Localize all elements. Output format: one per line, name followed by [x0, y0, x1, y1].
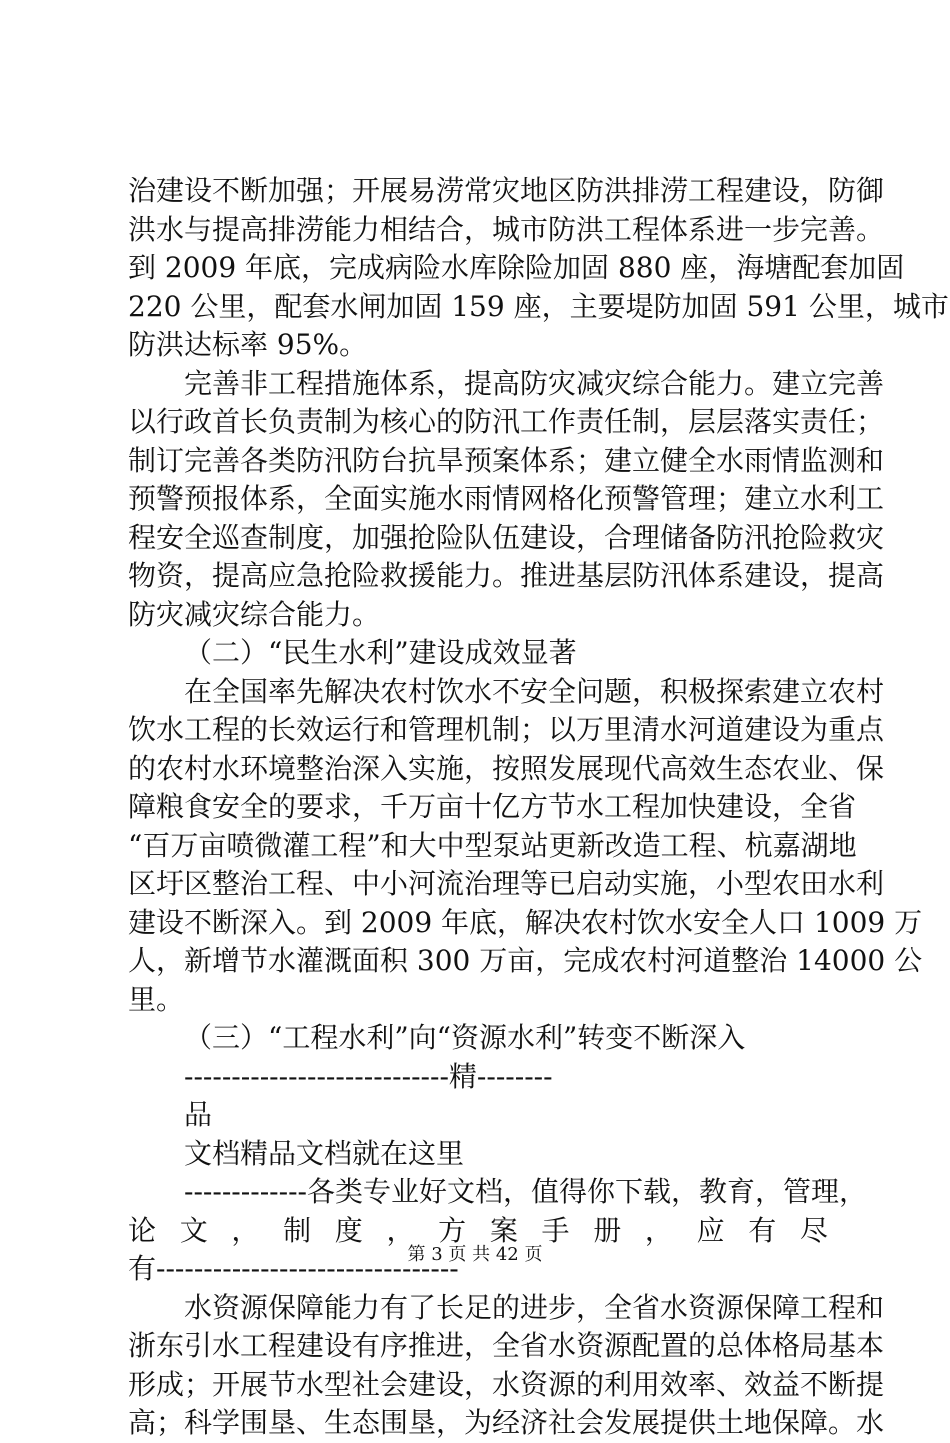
text-line: 洪水与提高排涝能力相结合，城市防洪工程体系进一步完善。	[128, 212, 885, 246]
text-line: 的农村水环境整治深入实施，按照发展现代高效生态农业、保	[128, 751, 885, 785]
text-line: 物资，提高应急抢险救援能力。推进基层防汛体系建设，提高	[128, 559, 885, 592]
text-line: 防灾减灾综合能力。	[128, 597, 381, 631]
text-line: “百万亩喷微灌工程”和大中型泵站更新改造工程、杭嘉湖地	[128, 828, 857, 862]
text-line: 预警预报体系，全面实施水雨情网格化预警管理；建立水利工	[128, 482, 885, 515]
spread-char: 文	[179, 1213, 208, 1247]
spread-char: 尽	[799, 1213, 828, 1247]
section-heading: （三）“工程水利”向“资源水利”转变不断深入	[184, 1021, 746, 1054]
watermark-text: -------------各类专业好文档，值得你下载，教育，管理，	[184, 1175, 867, 1208]
watermark-dash-line: ----------------------------精--------	[184, 1059, 553, 1093]
text-line: 高；科学围垦、生态围垦，为经济社会发展提供土地保障。水	[128, 1406, 885, 1439]
watermark-text: 文档精品文档就在这里	[184, 1136, 465, 1170]
paragraph-start-line: 水资源保障能力有了长足的进步，全省水资源保障工程和	[184, 1290, 885, 1324]
watermark-dash-line: 有--------------------------------	[128, 1252, 459, 1285]
spread-char: 有	[748, 1213, 777, 1247]
paragraph-start-line: 在全国率先解决农村饮水不安全问题，积极探索建立农村	[184, 674, 885, 708]
text-line: 防洪达标率 95%。	[128, 328, 368, 361]
text-line: 浙东引水工程建设有序推进，全省水资源配置的总体格局基本	[128, 1329, 885, 1362]
spread-char: 制	[283, 1213, 312, 1247]
text-line: 治建设不断加强；开展易涝常灾地区防洪排涝工程建设，防御	[128, 174, 885, 207]
text-line: 障粮食安全的要求，千万亩十亿方节水工程加快建设，全省	[128, 790, 857, 823]
spread-char: ，	[644, 1213, 673, 1247]
spread-char: 手	[541, 1213, 570, 1247]
watermark-text: 品	[184, 1098, 213, 1131]
spread-char: 方	[438, 1213, 467, 1247]
spread-char: 应	[696, 1213, 725, 1247]
spread-char: 册	[593, 1213, 622, 1247]
text-line: 人，新增节水灌溉面积 300 万亩，完成农村河道整治 14000 公	[128, 944, 923, 977]
section-heading: （二）“民生水利”建设成效显著	[184, 636, 577, 669]
spread-char: ，	[386, 1213, 415, 1247]
text-line: 里。	[128, 982, 185, 1016]
spread-char: ，	[231, 1213, 260, 1247]
text-line: 以行政首长负责制为核心的防汛工作责任制，层层落实责任；	[128, 405, 885, 438]
text-line: 建设不断深入。到 2009 年底，解决农村饮水安全人口 1009 万	[128, 905, 923, 939]
text-line: 饮水工程的长效运行和管理机制；以万里清水河道建设为重点	[128, 713, 885, 746]
text-line: 区圩区整治工程、中小河流治理等已启动实施，小型农田水利	[128, 867, 885, 900]
spread-char: 论	[128, 1213, 157, 1247]
text-line: 到 2009 年底，完成病险水库除险加固 880 座，海塘配套加固	[128, 251, 905, 284]
spread-char: 案	[489, 1213, 518, 1247]
text-line: 制订完善各类防汛防台抗旱预案体系；建立健全水雨情监测和	[128, 443, 885, 477]
text-line: 程安全巡查制度，加强抢险队伍建设，合理储备防汛抢险救灾	[128, 520, 885, 554]
spread-char: 度	[334, 1213, 363, 1247]
page-number-footer: 第 3 页 共 42 页	[407, 1244, 543, 1265]
text-line: 形成；开展节水型社会建设，水资源的利用效率、效益不断提	[128, 1367, 885, 1401]
paragraph-start-line: 完善非工程措施体系，提高防灾减灾综合能力。建立完善	[184, 366, 885, 400]
text-line: 220 公里，配套水闸加固 159 座，主要堤防加固 591 公里，城市	[128, 289, 949, 323]
